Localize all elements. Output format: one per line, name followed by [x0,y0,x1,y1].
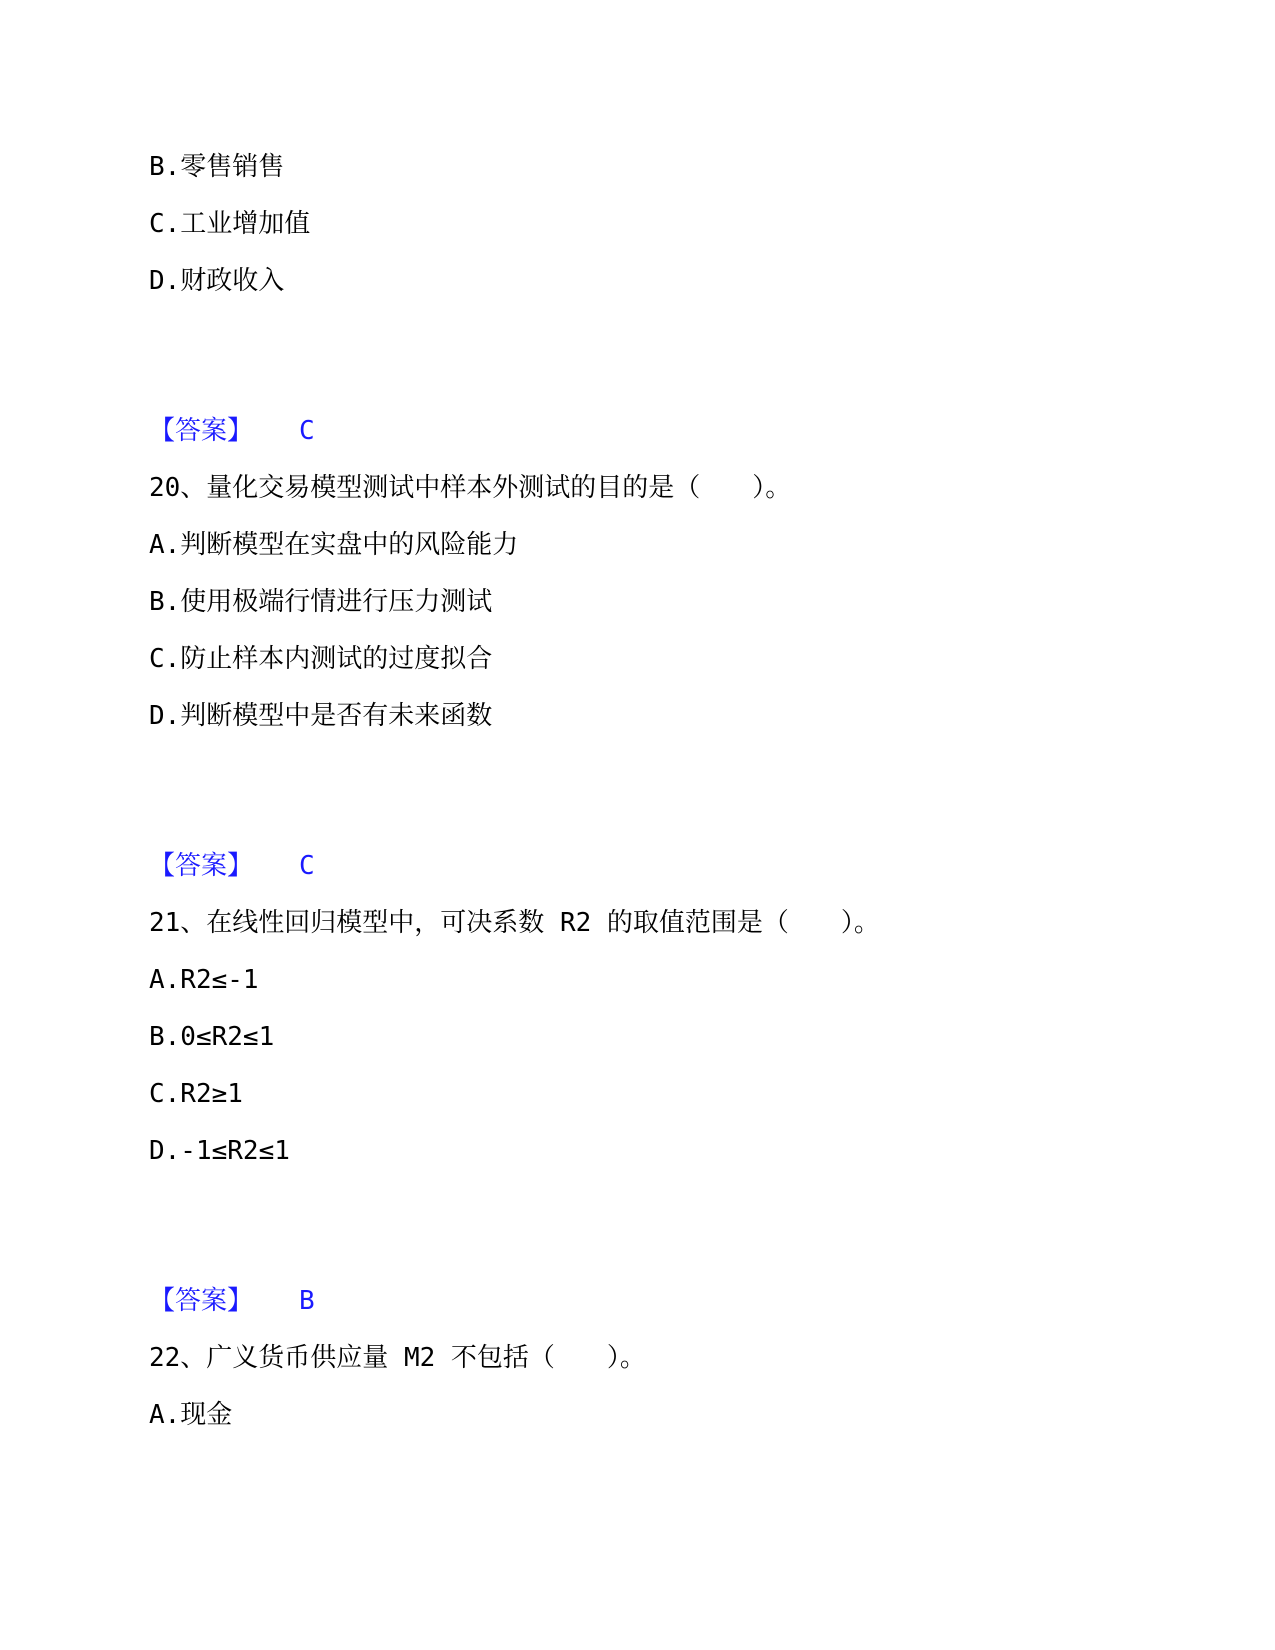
option-a: A.现金 [149,1400,233,1430]
question-22-stem: 22、广义货币供应量 M2 不包括（ ）。 [149,1343,646,1373]
option-b: B.使用极端行情进行压力测试 [149,587,493,617]
option-c: C.工业增加值 [149,209,311,239]
answer-tag: 【答案】 [149,851,254,881]
option-c: C.防止样本内测试的过度拟合 [149,644,493,674]
question-20-stem: 20、量化交易模型测试中样本外测试的目的是（ ）。 [149,473,792,503]
option-b: B.0≤R2≤1 [149,1022,275,1052]
question-21-stem: 21、在线性回归模型中，可决系数 R2 的取值范围是（ ）。 [149,908,880,938]
answer-line [149,414,315,448]
option-a: A.判断模型在实盘中的风险能力 [149,530,519,560]
option-a: A.R2≤-1 [149,965,259,995]
answer-value: B [299,1286,315,1316]
answer-line [149,849,315,883]
option-d: D.判断模型中是否有未来函数 [149,701,493,731]
answer-line [149,1284,315,1318]
option-d: D.财政收入 [149,266,285,296]
answer-value: C [299,851,315,881]
answer-value: C [299,416,315,446]
answer-tag: 【答案】 [149,416,254,446]
option-c: C.R2≥1 [149,1079,243,1109]
option-b: B.零售销售 [149,152,285,182]
option-d: D.-1≤R2≤1 [149,1136,290,1166]
answer-tag: 【答案】 [149,1286,254,1316]
